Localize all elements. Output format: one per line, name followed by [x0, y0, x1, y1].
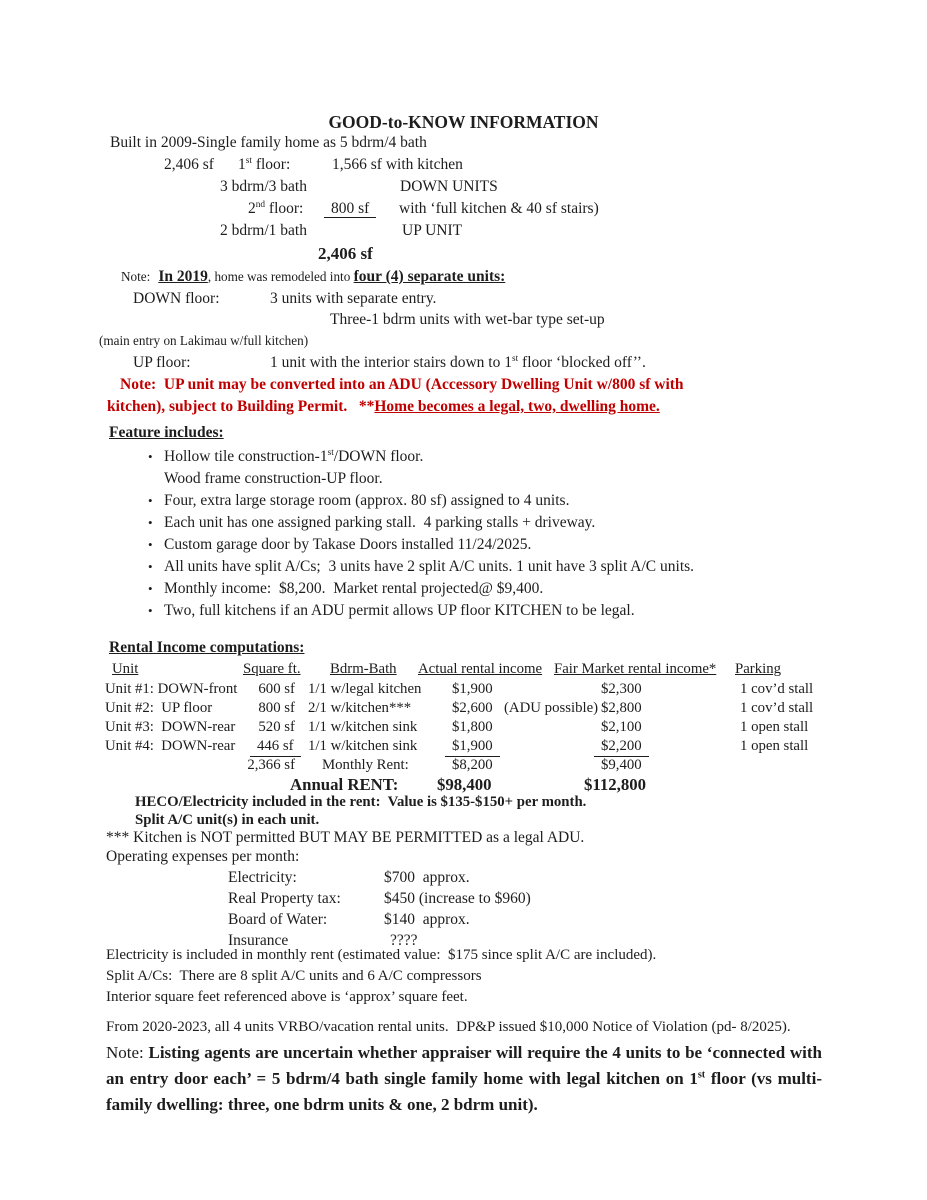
cell-bdrm: 1/1 w/kitchen sink — [308, 738, 418, 754]
feature-text: Monthly income: $8,200. Market rental projected@ $9,400. — [164, 580, 544, 597]
adu-note-line2 — [107, 398, 660, 417]
col-sqft: Square ft. — [243, 661, 301, 677]
feature-item — [148, 558, 694, 577]
down-floor-desc: 3 units with separate entry. — [270, 290, 437, 307]
bullet-icon: • — [148, 449, 153, 464]
cell-sqft: 600 sf — [258, 681, 295, 697]
second-floor-desc: with ‘full kitchen & 40 sf stairs) — [399, 200, 599, 217]
feature-item — [148, 448, 423, 467]
first-floor-num: 1 — [238, 156, 246, 173]
first-floor-desc: 1,566 sf with kitchen — [332, 156, 463, 173]
up-floor-desc — [270, 354, 646, 373]
total-sf: 2,406 sf — [164, 156, 214, 173]
up-floor-sup: st — [511, 353, 519, 364]
bullet-icon: • — [148, 559, 153, 574]
feature-text: All units have split A/Cs; 3 units have 2 split A/C units. 1 unit have 3 split A/C units. — [164, 558, 695, 575]
cell-adu-note: (ADU possible) — [504, 700, 599, 716]
adu-note-line1: Note: UP unit may be converted into an ADU (Accessory Dwelling Unit w/800 sf with — [120, 376, 684, 393]
total-sqft: 2,366 sf — [247, 757, 295, 773]
down-bdrm-bath: 3 bdrm/3 bath — [220, 178, 307, 195]
first-floor-rest: floor: — [251, 156, 291, 173]
built-line: Built in 2009-Single family home as 5 bdrm/4 bath — [110, 134, 427, 151]
feature-text — [164, 448, 423, 465]
cell-bdrm: 2/1 w/kitchen*** — [308, 700, 412, 716]
bullet-icon: • — [148, 493, 153, 508]
cell-fair: $2,200 — [594, 738, 649, 757]
second-floor-num: 2 — [248, 200, 256, 217]
final-note-body — [106, 1043, 822, 1114]
annual-rent-fair: $112,800 — [584, 775, 647, 794]
cell-unit: Unit #3: DOWN-rear — [105, 719, 236, 735]
up-floor-pre: 1 unit with the interior stairs down to 1 — [270, 354, 512, 371]
expense-label: Real Property tax: — [228, 890, 341, 907]
expense-value: $450 (increase to $960) — [384, 890, 531, 907]
interior-sqft-line: Interior square feet referenced above is ‘approx’ square feet. — [106, 989, 468, 1005]
feature-0-sup: st — [327, 447, 334, 458]
expense-value: $700 approx. — [384, 869, 470, 886]
bullet-icon: • — [148, 581, 153, 596]
electricity-included-line: Electricity is included in monthly rent (estimated value: $175 since split A/C are included). — [106, 947, 657, 963]
grand-total-sf: 2,406 sf — [318, 244, 373, 263]
first-floor-sup: st — [245, 155, 252, 166]
expense-value: $140 approx. — [384, 911, 470, 928]
feature-text: Each unit has one assigned parking stall. 4 parking stalls + driveway. — [164, 514, 596, 531]
adu-note-line2-pre: kitchen), subject to Building Permit. ** — [107, 398, 375, 415]
col-bdrm-bath: Bdrm-Bath — [330, 661, 397, 677]
feature-item — [148, 580, 543, 599]
col-fair-market: Fair Market rental income* — [554, 661, 717, 677]
adu-note-underlined: Home becomes a legal, two, dwelling home. — [374, 398, 660, 415]
split-acs-line: Split A/Cs: There are 8 split A/C units and 6 A/C compressors — [106, 968, 482, 984]
annual-rent-actual: $98,400 — [437, 775, 492, 794]
note-label: Note: — [121, 269, 151, 284]
feature-item-cont: Wood frame construction-UP floor. — [164, 470, 383, 487]
feature-text: Four, extra large storage room (approx. 80 sf) assigned to 4 units. — [164, 492, 570, 509]
second-floor-sf — [324, 200, 376, 219]
cell-fair: $2,300 — [601, 681, 642, 697]
rental-heading: Rental Income computations: — [109, 639, 305, 656]
up-floor-label: UP floor: — [133, 354, 191, 371]
cell-unit: Unit #4: DOWN-rear — [105, 738, 236, 754]
final-note-pre: Listing agents are uncertain whether appraiser will require the 4 units to be ‘connected with an entry door each’ = 5 bdrm/4 bath single family home with legal kitchen on 1 — [106, 1043, 822, 1088]
annual-rent-label: Annual RENT: — [290, 775, 399, 794]
cell-sqft: 446 sf — [250, 738, 301, 757]
up-unit: UP UNIT — [402, 222, 463, 239]
expense-label: Board of Water: — [228, 911, 328, 928]
feature-item — [148, 602, 635, 621]
expense-label: Electricity: — [228, 869, 297, 886]
bullet-icon: • — [148, 603, 153, 618]
main-entry-line: (main entry on Lakimau w/full kitchen) — [99, 333, 309, 348]
expense-value: ???? — [390, 932, 418, 949]
feature-0-pre: Hollow tile construction-1 — [164, 448, 328, 465]
cell-actual: $1,800 — [452, 719, 493, 735]
second-floor-sf-value: 800 sf — [324, 200, 376, 218]
features-heading: Feature includes: — [109, 424, 224, 441]
remodel-year: In 2019 — [158, 268, 208, 285]
cell-actual: $1,900 — [452, 681, 493, 697]
vrbo-violation-line: From 2020-2023, all 4 units VRBO/vacation rental units. DP&P issued $10,000 Notice of Violation (pd- 8/2025). — [106, 1019, 791, 1035]
cell-unit: Unit #2: UP floor — [105, 700, 213, 716]
cell-fair: $2,800 — [601, 700, 642, 716]
col-actual-income: Actual rental income — [418, 661, 543, 677]
expense-label: Insurance — [228, 932, 289, 949]
final-note-post: floor (vs multi-family dwelling: three, one bdrm units & one, 2 bdrm unit). — [106, 1069, 822, 1114]
cell-unit: Unit #1: DOWN-front — [105, 681, 238, 697]
col-unit: Unit — [112, 661, 139, 677]
feature-text: Two, full kitchens if an ADU permit allows UP floor KITCHEN to be legal. — [164, 602, 635, 619]
cell-parking: 1 cov’d stall — [740, 681, 814, 697]
monthly-rent-label: Monthly Rent: — [322, 757, 409, 773]
first-floor-label — [238, 156, 290, 175]
remodel-mid: , home was remodeled into — [207, 269, 354, 284]
cell-sqft: 800 sf — [258, 700, 295, 716]
three-units-line: Three-1 bdrm units with wet-bar type set-up — [330, 311, 605, 328]
remodel-note-line — [121, 268, 505, 287]
final-note-paragraph — [106, 1040, 822, 1118]
expenses-heading: Operating expenses per month: — [106, 848, 300, 865]
cell-actual: $2,600 — [452, 700, 493, 716]
col-parking: Parking — [735, 661, 782, 677]
feature-0-post: /DOWN floor. — [333, 448, 424, 465]
cell-actual: $1,900 — [445, 738, 500, 757]
feature-item — [148, 514, 595, 533]
remodel-four-units: four (4) separate units: — [353, 268, 506, 285]
second-floor-sup: nd — [255, 199, 266, 210]
feature-text: Custom garage door by Takase Doors installed 11/24/2025. — [164, 536, 532, 553]
final-note-label: Note: — [106, 1043, 149, 1062]
kitchen-permit-note: *** Kitchen is NOT permitted BUT MAY BE PERMITTED as a legal ADU. — [106, 829, 585, 846]
page-title: GOOD-to-KNOW INFORMATION — [328, 112, 599, 132]
feature-item — [148, 536, 531, 555]
up-bdrm-bath: 2 bdrm/1 bath — [220, 222, 307, 239]
heco-note: HECO/Electricity included in the rent: Value is $135-$150+ per month. — [135, 794, 587, 810]
up-floor-post: floor ‘blocked off’’. — [518, 354, 646, 371]
monthly-rent-fair: $9,400 — [601, 757, 642, 773]
cell-parking: 1 open stall — [740, 719, 809, 735]
second-floor-rest: floor: — [265, 200, 304, 217]
down-units: DOWN UNITS — [400, 178, 498, 195]
second-floor-label — [248, 200, 303, 219]
cell-bdrm: 1/1 w/legal kitchen — [308, 681, 422, 697]
cell-fair: $2,100 — [601, 719, 642, 735]
final-note-sup: st — [697, 1069, 706, 1081]
split-ac-note: Split A/C unit(s) in each unit. — [135, 812, 320, 828]
bullet-icon: • — [148, 537, 153, 552]
cell-sqft: 520 sf — [258, 719, 295, 735]
feature-item — [148, 492, 569, 511]
monthly-rent-actual: $8,200 — [452, 757, 493, 773]
cell-parking: 1 open stall — [740, 738, 809, 754]
cell-bdrm: 1/1 w/kitchen sink — [308, 719, 418, 735]
cell-parking: 1 cov’d stall — [740, 700, 814, 716]
bullet-icon: • — [148, 515, 153, 530]
down-floor-label: DOWN floor: — [133, 290, 220, 307]
